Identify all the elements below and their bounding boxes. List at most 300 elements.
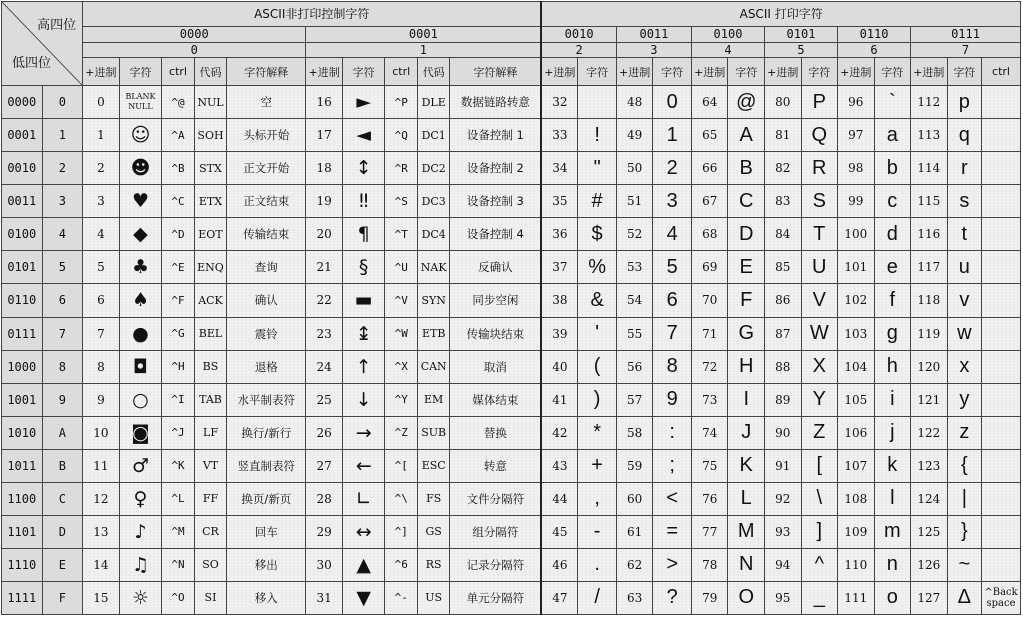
ctrl-key-cell: ^S [385,185,417,218]
ctrl-key-cell: ^G [162,317,194,350]
column-header-decimal: +进制 [83,58,120,86]
empty-ctrl-cell [982,152,1021,185]
decimal-cell: 64 [691,86,728,119]
decimal-cell: 42 [541,416,578,449]
table-row [2,350,1021,383]
row-binary: 0000 [2,86,43,119]
printable-char: ; [653,449,692,482]
table-row [2,548,1021,581]
code-cell: CAN [417,350,449,383]
printable-char: F [728,284,765,317]
decimal-cell: 101 [838,251,875,284]
printable-char: v [947,284,982,317]
decimal-cell: 111 [838,581,875,614]
decimal-cell: 28 [306,482,343,515]
decimal-cell: 98 [838,152,875,185]
decimal-cell: 33 [541,119,578,152]
empty-ctrl-cell [982,383,1021,416]
printable-char: M [728,515,765,548]
printable-char: R [801,152,838,185]
decimal-cell: 3 [83,185,120,218]
group-hex-header: 4 [691,42,764,58]
description-cell: 头标开始 [227,119,306,152]
decimal-cell: 52 [616,218,653,251]
decimal-cell: 102 [838,284,875,317]
ctrl-key-cell: ^V [385,284,417,317]
row-binary: 1100 [2,482,43,515]
decimal-cell: 87 [764,317,801,350]
ctrl-key-cell: ^F [162,284,194,317]
control-symbol: ♪ [119,515,162,548]
decimal-cell: 127 [911,581,948,614]
group-hex-header: 1 [306,42,541,58]
decimal-cell: 119 [911,317,948,350]
printable-char: } [947,515,982,548]
group-hex-header: 0 [83,42,306,58]
control-symbol: ♂ [119,449,162,482]
table-row [2,284,1021,317]
code-cell: ESC [417,449,449,482]
description-cell: 数据链路转意 [450,86,541,119]
decimal-cell: 108 [838,482,875,515]
printable-char: D [728,218,765,251]
group-hex-header: 7 [911,42,1021,58]
printable-char: B [728,152,765,185]
table-row [2,581,1021,614]
ctrl-key-cell: ^[ [385,449,417,482]
decimal-cell: 81 [764,119,801,152]
printable-char: g [874,317,911,350]
decimal-cell: 115 [911,185,948,218]
decimal-cell: 13 [83,515,120,548]
group-hex-header: 2 [541,42,616,58]
row-binary: 1010 [2,416,43,449]
decimal-cell: 122 [911,416,948,449]
decimal-cell: 11 [83,449,120,482]
decimal-cell: 114 [911,152,948,185]
column-header-char: 字符 [874,58,911,86]
control-symbol: ↓ [342,383,385,416]
description-cell: 换页/新页 [227,482,306,515]
description-cell: 退格 [227,350,306,383]
printable-char: / [578,581,617,614]
group-binary-header: 0010 [541,26,616,42]
printable-char: 7 [653,317,692,350]
decimal-cell: 32 [541,86,578,119]
description-cell: 换行/新行 [227,416,306,449]
control-symbol: ↕ [342,152,385,185]
ctrl-key-cell: ^W [385,317,417,350]
description-cell: 传输块结束 [450,317,541,350]
printable-char: ! [578,119,617,152]
decimal-cell: 66 [691,152,728,185]
column-header-desc: 字符解释 [450,58,541,86]
printable-char: 4 [653,218,692,251]
printable-char: J [728,416,765,449]
code-cell: LF [194,416,226,449]
empty-ctrl-cell [982,284,1021,317]
printable-char: _ [801,581,838,614]
code-cell: CR [194,515,226,548]
group-binary-header: 0011 [616,26,691,42]
decimal-cell: 19 [306,185,343,218]
table-row [2,185,1021,218]
row-hex: 4 [42,218,83,251]
description-cell: 移入 [227,581,306,614]
decimal-cell: 23 [306,317,343,350]
printable-char: ` [874,86,911,119]
decimal-cell: 2 [83,152,120,185]
decimal-cell: 1 [83,119,120,152]
table-row [2,416,1021,449]
ctrl-key-cell: ^T [385,218,417,251]
control-symbol: ▼ [342,581,385,614]
ctrl-key-cell: ^R [385,152,417,185]
decimal-cell: 37 [541,251,578,284]
ctrl-key-cell: ^J [162,416,194,449]
printable-char: d [874,218,911,251]
decimal-cell: 86 [764,284,801,317]
description-cell: 记录分隔符 [450,548,541,581]
decimal-cell: 82 [764,152,801,185]
code-cell: GS [417,515,449,548]
decimal-cell: 34 [541,152,578,185]
decimal-cell: 53 [616,251,653,284]
printable-char: C [728,185,765,218]
decimal-cell: 126 [911,548,948,581]
row-binary: 1110 [2,548,43,581]
group-binary-header: 0111 [911,26,1021,42]
decimal-cell: 77 [691,515,728,548]
code-cell: ETX [194,185,226,218]
code-cell: NAK [417,251,449,284]
printable-char: ' [578,317,617,350]
description-cell: 设备控制 3 [450,185,541,218]
column-header-desc: 字符解释 [227,58,306,86]
decimal-cell: 18 [306,152,343,185]
decimal-cell: 84 [764,218,801,251]
decimal-cell: 91 [764,449,801,482]
code-cell: EM [417,383,449,416]
table-row [2,152,1021,185]
description-cell: 同步空闲 [450,284,541,317]
description-cell: 转意 [450,449,541,482]
table-row [2,86,1021,119]
corner-header [2,2,83,86]
row-binary: 0101 [2,251,43,284]
printable-char: - [578,515,617,548]
description-cell: 替换 [450,416,541,449]
decimal-cell: 31 [306,581,343,614]
column-header-code: 代码 [194,58,226,86]
empty-ctrl-cell [982,317,1021,350]
decimal-cell: 20 [306,218,343,251]
description-cell: 正文结束 [227,185,306,218]
code-cell: DC3 [417,185,449,218]
decimal-cell: 74 [691,416,728,449]
decimal-cell: 17 [306,119,343,152]
decimal-cell: 78 [691,548,728,581]
column-header-decimal: +进制 [911,58,948,86]
printable-char: q [947,119,982,152]
control-symbol: ▬ [342,284,385,317]
column-header-char: 字符 [342,58,385,86]
decimal-cell: 104 [838,350,875,383]
decimal-cell: 5 [83,251,120,284]
description-cell: 查询 [227,251,306,284]
control-symbol: ◄ [342,119,385,152]
empty-ctrl-cell [982,350,1021,383]
code-cell: SUB [417,416,449,449]
printable-char: a [874,119,911,152]
decimal-cell: 117 [911,251,948,284]
description-cell: 设备控制 4 [450,218,541,251]
printable-char: s [947,185,982,218]
control-symbol: → [342,416,385,449]
empty-ctrl-cell [982,218,1021,251]
decimal-cell: 69 [691,251,728,284]
printable-char: z [947,416,982,449]
decimal-cell: 4 [83,218,120,251]
decimal-cell: 36 [541,218,578,251]
printable-char: j [874,416,911,449]
code-cell: SO [194,548,226,581]
decimal-cell: 40 [541,350,578,383]
printable-char: [ [801,449,838,482]
backspace-ctrl-cell: ^Back space [982,581,1021,614]
empty-ctrl-cell [982,548,1021,581]
code-cell: DC2 [417,152,449,185]
control-symbol: ◘ [119,350,162,383]
printable-char: I [728,383,765,416]
row-binary: 1000 [2,350,43,383]
empty-ctrl-cell [982,416,1021,449]
decimal-cell: 67 [691,185,728,218]
code-cell: BS [194,350,226,383]
column-header-decimal: +进制 [838,58,875,86]
decimal-cell: 45 [541,515,578,548]
printable-char: ] [801,515,838,548]
printable-char: ? [653,581,692,614]
row-hex: F [42,581,83,614]
decimal-cell: 72 [691,350,728,383]
printable-char: h [874,350,911,383]
column-header-char: 字符 [947,58,982,86]
ctrl-key-cell: ^B [162,152,194,185]
empty-ctrl-cell [982,86,1021,119]
decimal-cell: 107 [838,449,875,482]
row-binary: 0100 [2,218,43,251]
table-row [2,119,1021,152]
decimal-cell: 96 [838,86,875,119]
description-cell: 媒体结束 [450,383,541,416]
row-hex: C [42,482,83,515]
decimal-cell: 121 [911,383,948,416]
printable-char: c [874,185,911,218]
decimal-cell: 50 [616,152,653,185]
printable-char: N [728,548,765,581]
decimal-cell: 83 [764,185,801,218]
control-symbol: ↔ [342,515,385,548]
decimal-cell: 8 [83,350,120,383]
code-cell: DLE [417,86,449,119]
decimal-cell: 43 [541,449,578,482]
printable-char: : [653,416,692,449]
printable-char: P [801,86,838,119]
row-binary: 0010 [2,152,43,185]
code-cell: SOH [194,119,226,152]
printable-char: b [874,152,911,185]
decimal-cell: 38 [541,284,578,317]
printable-char: = [653,515,692,548]
code-cell: VT [194,449,226,482]
printable-char: @ [728,86,765,119]
description-cell: 水平制表符 [227,383,306,416]
table-row [2,515,1021,548]
code-cell: ACK [194,284,226,317]
decimal-cell: 61 [616,515,653,548]
decimal-cell: 26 [306,416,343,449]
printable-char: 3 [653,185,692,218]
printable-char: 5 [653,251,692,284]
decimal-cell: 88 [764,350,801,383]
decimal-cell: 48 [616,86,653,119]
printable-char: * [578,416,617,449]
group-binary-header: 0101 [764,26,837,42]
printable-char: < [653,482,692,515]
column-header-char: 字符 [119,58,162,86]
printable-char: T [801,218,838,251]
decimal-cell: 76 [691,482,728,515]
printable-char: m [874,515,911,548]
printable-char: 8 [653,350,692,383]
control-symbol: ♥ [119,185,162,218]
code-cell: RS [417,548,449,581]
decimal-cell: 105 [838,383,875,416]
printable-char: W [801,317,838,350]
decimal-cell: 51 [616,185,653,218]
ctrl-key-cell: ^M [162,515,194,548]
group-binary-header: 0110 [838,26,911,42]
decimal-cell: 118 [911,284,948,317]
printable-char: Δ [947,581,982,614]
printable-char: t [947,218,982,251]
row-hex: 6 [42,284,83,317]
decimal-cell: 47 [541,581,578,614]
decimal-cell: 56 [616,350,653,383]
printable-char: # [578,185,617,218]
printable-char: E [728,251,765,284]
decimal-cell: 63 [616,581,653,614]
row-hex: 9 [42,383,83,416]
decimal-cell: 60 [616,482,653,515]
group-hex-header: 5 [764,42,837,58]
description-cell: 震铃 [227,317,306,350]
decimal-cell: 75 [691,449,728,482]
ctrl-key-cell: ^X [385,350,417,383]
row-hex: A [42,416,83,449]
decimal-cell: 92 [764,482,801,515]
decimal-cell: 100 [838,218,875,251]
row-hex: 8 [42,350,83,383]
group-binary-header: 0001 [306,26,541,42]
row-hex: 3 [42,185,83,218]
ctrl-key-cell: ^Y [385,383,417,416]
ctrl-key-cell: ^Z [385,416,417,449]
decimal-cell: 71 [691,317,728,350]
control-symbol: ∟ [342,482,385,515]
column-header-ctrl: ctrl [385,58,417,86]
control-symbol: § [342,251,385,284]
decimal-cell: 116 [911,218,948,251]
ctrl-key-cell: ^] [385,515,417,548]
decimal-cell: 9 [83,383,120,416]
code-cell: STX [194,152,226,185]
control-symbol: ☼ [119,581,162,614]
ctrl-key-cell: ^D [162,218,194,251]
printable-char: O [728,581,765,614]
ctrl-key-cell: ^- [385,581,417,614]
decimal-cell: 25 [306,383,343,416]
code-cell: TAB [194,383,226,416]
row-hex: 7 [42,317,83,350]
decimal-cell: 90 [764,416,801,449]
control-symbol: ● [119,317,162,350]
decimal-cell: 120 [911,350,948,383]
decimal-cell: 6 [83,284,120,317]
code-cell: ETB [417,317,449,350]
ctrl-key-cell: ^K [162,449,194,482]
row-binary: 0001 [2,119,43,152]
column-header-decimal: +进制 [541,58,578,86]
decimal-cell: 80 [764,86,801,119]
column-header-ctrl: ctrl [982,58,1021,86]
description-cell: 文件分隔符 [450,482,541,515]
printable-char: 0 [653,86,692,119]
printable-char: { [947,449,982,482]
decimal-cell: 58 [616,416,653,449]
column-header-decimal: +进制 [616,58,653,86]
decimal-cell: 0 [83,86,120,119]
ctrl-key-cell: ^L [162,482,194,515]
printable-char: G [728,317,765,350]
printable-char: X [801,350,838,383]
row-hex: 5 [42,251,83,284]
empty-ctrl-cell [982,251,1021,284]
row-hex: D [42,515,83,548]
decimal-cell: 59 [616,449,653,482]
printable-char: . [578,548,617,581]
column-header-char: 字符 [728,58,765,86]
decimal-cell: 24 [306,350,343,383]
table-row [2,218,1021,251]
row-hex: E [42,548,83,581]
decimal-cell: 14 [83,548,120,581]
ctrl-key-cell: ^@ [162,86,194,119]
column-header-ctrl: ctrl [162,58,194,86]
control-symbol: ♫ [119,548,162,581]
decimal-cell: 62 [616,548,653,581]
decimal-cell: 110 [838,548,875,581]
description-cell: 组分隔符 [450,515,541,548]
decimal-cell: 7 [83,317,120,350]
description-cell: 传输结束 [227,218,306,251]
decimal-cell: 99 [838,185,875,218]
description-cell: 取消 [450,350,541,383]
decimal-cell: 68 [691,218,728,251]
printable-char: Q [801,119,838,152]
row-hex: 1 [42,119,83,152]
